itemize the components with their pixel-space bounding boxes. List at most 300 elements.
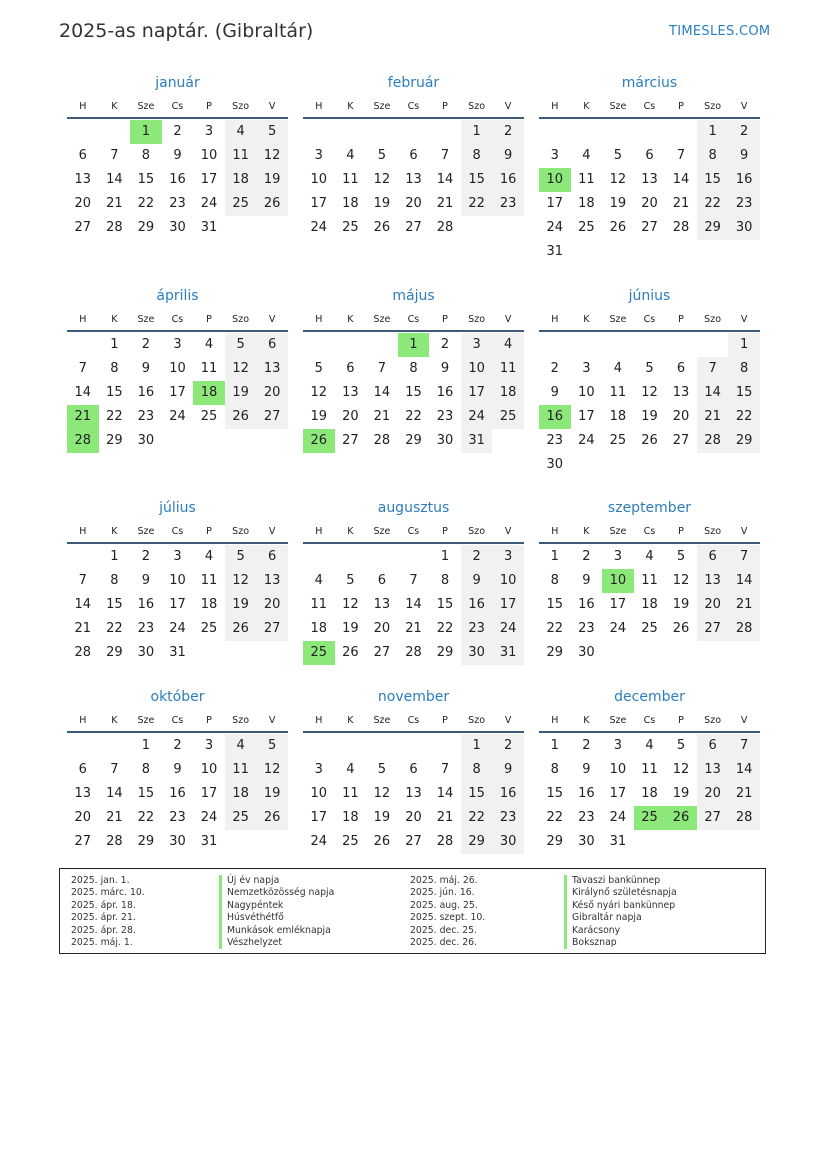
- day-cell: 22: [697, 192, 729, 216]
- day-cell: 13: [342, 385, 359, 400]
- weekday-label: P: [678, 714, 684, 726]
- day-cell: 12: [310, 385, 328, 400]
- day-cell: 24: [169, 409, 186, 424]
- empty-day-cell: [335, 333, 367, 357]
- day-cell: 20: [697, 782, 729, 806]
- weekday-label: H: [315, 313, 323, 325]
- weekday-label: Sze: [137, 714, 155, 726]
- day-cell: 10: [169, 361, 186, 376]
- weekday-label: H: [315, 714, 323, 726]
- legend-names-right: [564, 875, 677, 949]
- day-cell: 18: [609, 409, 627, 424]
- holiday-date: 2025. ápr. 28.: [71, 924, 136, 936]
- day-cell: 8: [697, 144, 729, 168]
- day-cell: 26: [256, 192, 288, 216]
- day-cell: 22: [461, 806, 493, 830]
- weekday-header: [539, 95, 760, 119]
- weekday-label: K: [347, 525, 354, 537]
- day-cell: 30: [461, 641, 493, 665]
- weekday-label: Sze: [609, 313, 627, 325]
- empty-day-cell: [602, 240, 634, 264]
- day-cell: 21: [436, 196, 454, 211]
- day-cell: 25: [200, 621, 218, 636]
- weekday-label: H: [551, 714, 559, 726]
- day-cell: 8: [461, 758, 493, 782]
- day-cell: 24: [578, 433, 595, 448]
- day-cell: 27: [697, 806, 729, 830]
- month-name: február: [387, 75, 440, 91]
- empty-day-cell: [571, 453, 603, 477]
- week-row: [67, 830, 288, 854]
- day-cell: 27: [373, 645, 391, 660]
- empty-day-cell: [697, 240, 729, 264]
- day-cell: 8: [550, 762, 559, 777]
- month-6: [539, 286, 760, 477]
- empty-day-cell: [728, 830, 760, 854]
- day-cell: 7: [110, 762, 119, 777]
- week-row: [303, 758, 524, 782]
- day-cell: 25: [225, 806, 257, 830]
- empty-day-cell: [67, 120, 99, 144]
- day-cell: 31: [609, 834, 627, 849]
- weekday-header: [539, 709, 760, 733]
- day-cell: 24: [609, 621, 627, 636]
- day-cell: 5: [256, 120, 288, 144]
- day-cell: 31: [492, 641, 524, 665]
- day-cell: 10: [578, 385, 595, 400]
- day-cell: 29: [461, 830, 493, 854]
- day-cell: 10: [609, 762, 627, 777]
- empty-day-cell: [398, 545, 430, 569]
- empty-day-cell: [335, 734, 367, 758]
- day-cell: 2: [141, 337, 151, 352]
- day-cell: 26: [225, 405, 257, 429]
- day-cell: 18: [200, 597, 218, 612]
- holiday-name: Új év napja: [219, 875, 334, 887]
- day-cell: 21: [106, 810, 123, 825]
- day-cell: 4: [645, 738, 654, 753]
- day-cell: 12: [342, 597, 359, 612]
- empty-day-cell: [665, 641, 697, 665]
- day-cell: 6: [256, 333, 288, 357]
- day-cell: 19: [373, 196, 391, 211]
- week-row: [539, 641, 760, 665]
- week-row: [67, 429, 288, 453]
- weekday-label: H: [79, 313, 87, 325]
- day-cell: 9: [728, 144, 760, 168]
- weekday-label: Szo: [704, 714, 722, 726]
- day-cell: 18: [578, 196, 595, 211]
- day-cell: 3: [550, 148, 559, 163]
- week-row: [67, 357, 288, 381]
- empty-day-cell: [256, 216, 288, 240]
- day-cell: 28: [74, 645, 92, 660]
- week-row: [539, 734, 760, 758]
- day-cell: 19: [310, 409, 328, 424]
- day-cell: 17: [609, 786, 627, 801]
- day-cell: 23: [492, 806, 524, 830]
- day-cell: 14: [436, 786, 454, 801]
- day-cell: 5: [676, 549, 686, 564]
- day-cell: 23: [137, 621, 155, 636]
- day-cell: 12: [373, 172, 391, 187]
- empty-day-cell: [571, 120, 603, 144]
- empty-day-cell: [225, 429, 257, 453]
- week-row: [303, 333, 524, 357]
- day-cell: 18: [342, 810, 359, 825]
- day-cell: 18: [641, 597, 658, 612]
- empty-day-cell: [67, 734, 99, 758]
- day-cell: 24: [200, 810, 218, 825]
- day-cell: 14: [405, 597, 422, 612]
- day-cell: 2: [728, 120, 760, 144]
- weekday-label: P: [442, 313, 448, 325]
- day-cell: 26: [373, 834, 391, 849]
- empty-day-cell: [461, 216, 493, 240]
- empty-day-cell: [665, 453, 697, 477]
- weekday-label: P: [206, 525, 212, 537]
- day-cell: 17: [310, 196, 328, 211]
- week-row: [67, 734, 288, 758]
- weekday-header: [67, 709, 288, 733]
- empty-day-cell: [162, 429, 194, 453]
- day-cell: 1: [728, 333, 760, 357]
- day-cell: 14: [436, 172, 454, 187]
- holiday-name: Tavaszi bankünnep: [564, 875, 677, 887]
- day-cell: 28: [405, 645, 422, 660]
- day-cell: 30: [728, 216, 760, 240]
- day-cell: 1: [550, 549, 559, 564]
- day-cell: 15: [697, 168, 729, 192]
- day-cell: 11: [310, 597, 328, 612]
- day-cell: 1: [697, 120, 729, 144]
- day-cell: 22: [546, 621, 564, 636]
- brand-link[interactable]: TIMESLES.COM: [669, 24, 771, 39]
- week-row: [539, 593, 760, 617]
- empty-day-cell: [335, 545, 367, 569]
- day-cell: 29: [137, 220, 155, 235]
- holiday-day-cell: 26: [303, 429, 335, 453]
- day-cell: 26: [225, 617, 257, 641]
- day-cell: 6: [645, 148, 654, 163]
- day-cell: 25: [200, 409, 218, 424]
- day-cell: 24: [609, 810, 627, 825]
- day-cell: 21: [728, 593, 760, 617]
- day-cell: 28: [436, 220, 454, 235]
- day-cell: 8: [141, 762, 151, 777]
- day-cell: 16: [461, 593, 493, 617]
- month-1: [67, 73, 288, 240]
- weekday-label: Sze: [373, 313, 391, 325]
- day-cell: 4: [492, 333, 524, 357]
- day-cell: 30: [578, 645, 595, 660]
- day-cell: 13: [697, 569, 729, 593]
- day-cell: 7: [409, 573, 418, 588]
- day-cell: 10: [200, 762, 218, 777]
- empty-day-cell: [697, 830, 729, 854]
- week-row: [67, 216, 288, 240]
- day-cell: 9: [440, 361, 450, 376]
- week-row: [67, 545, 288, 569]
- month-name: április: [156, 288, 199, 304]
- day-cell: 12: [672, 762, 690, 777]
- day-cell: 19: [225, 593, 257, 617]
- day-cell: 18: [641, 786, 658, 801]
- day-cell: 22: [137, 196, 155, 211]
- weekday-header: [67, 95, 288, 119]
- day-cell: 29: [137, 834, 155, 849]
- weekday-label: Sze: [373, 714, 391, 726]
- week-row: [67, 569, 288, 593]
- day-cell: 3: [173, 549, 182, 564]
- empty-day-cell: [665, 830, 697, 854]
- day-cell: 4: [225, 734, 257, 758]
- day-cell: 30: [546, 457, 564, 472]
- day-cell: 11: [225, 144, 257, 168]
- day-cell: 3: [492, 545, 524, 569]
- empty-day-cell: [225, 830, 257, 854]
- month-9: [539, 498, 760, 665]
- weekday-label: Sze: [373, 100, 391, 112]
- day-cell: 24: [546, 220, 564, 235]
- week-row: [303, 168, 524, 192]
- week-row: [67, 120, 288, 144]
- weekday-label: Szo: [704, 525, 722, 537]
- weekday-label: V: [740, 313, 748, 325]
- day-cell: 27: [342, 433, 359, 448]
- week-row: [303, 593, 524, 617]
- week-row: [303, 617, 524, 641]
- day-cell: 5: [613, 148, 623, 163]
- day-cell: 29: [405, 433, 422, 448]
- day-cell: 14: [728, 758, 760, 782]
- day-cell: 1: [550, 738, 559, 753]
- day-cell: 5: [377, 762, 387, 777]
- day-cell: 28: [373, 433, 391, 448]
- day-cell: 27: [405, 834, 422, 849]
- day-cell: 26: [373, 220, 391, 235]
- day-cell: 17: [546, 196, 564, 211]
- day-cell: 31: [461, 429, 493, 453]
- week-row: [539, 405, 760, 429]
- empty-day-cell: [539, 333, 571, 357]
- day-cell: 26: [342, 645, 359, 660]
- holiday-day-cell: 16: [539, 405, 571, 429]
- day-cell: 12: [256, 758, 288, 782]
- week-row: [539, 758, 760, 782]
- holiday-date: 2025. ápr. 21.: [71, 912, 136, 924]
- weekday-label: Szo: [468, 313, 486, 325]
- day-cell: 19: [373, 810, 391, 825]
- empty-day-cell: [665, 333, 697, 357]
- day-cell: 8: [728, 357, 760, 381]
- day-cell: 7: [440, 762, 450, 777]
- day-cell: 16: [137, 597, 155, 612]
- weekday-label: Cs: [407, 525, 420, 537]
- day-cell: 24: [492, 617, 524, 641]
- holiday-name: Királynő születésnapja: [564, 887, 677, 899]
- month-name: július: [159, 500, 196, 516]
- weekday-label: H: [79, 525, 87, 537]
- empty-day-cell: [634, 240, 666, 264]
- weekday-label: K: [583, 100, 590, 112]
- weekday-label: K: [347, 100, 354, 112]
- day-cell: 14: [373, 385, 391, 400]
- week-row: [539, 168, 760, 192]
- day-cell: 21: [74, 621, 92, 636]
- day-cell: 31: [200, 834, 218, 849]
- day-cell: 23: [169, 810, 186, 825]
- empty-day-cell: [602, 453, 634, 477]
- day-cell: 13: [405, 172, 422, 187]
- holiday-day-cell: 21: [67, 405, 99, 429]
- day-cell: 24: [169, 621, 186, 636]
- day-cell: 6: [346, 361, 355, 376]
- day-cell: 21: [436, 810, 454, 825]
- weekday-label: H: [551, 100, 559, 112]
- day-cell: 16: [578, 597, 595, 612]
- day-cell: 16: [492, 168, 524, 192]
- weekday-label: V: [740, 714, 748, 726]
- day-cell: 17: [200, 786, 218, 801]
- weekday-header: [303, 520, 524, 544]
- day-cell: 4: [204, 549, 214, 564]
- empty-day-cell: [225, 216, 257, 240]
- day-cell: 16: [728, 168, 760, 192]
- weekday-label: P: [442, 525, 448, 537]
- day-cell: 1: [110, 549, 119, 564]
- weekday-label: K: [583, 714, 590, 726]
- holiday-date: 2025. jún. 16.: [410, 887, 475, 899]
- month-4: [67, 286, 288, 453]
- day-cell: 28: [106, 220, 123, 235]
- day-cell: 9: [173, 148, 182, 163]
- day-cell: 27: [697, 617, 729, 641]
- empty-day-cell: [429, 120, 461, 144]
- weekday-label: Szo: [468, 714, 486, 726]
- day-cell: 6: [676, 361, 686, 376]
- day-cell: 1: [461, 734, 493, 758]
- day-cell: 28: [728, 617, 760, 641]
- day-cell: 13: [672, 385, 690, 400]
- day-cell: 12: [256, 144, 288, 168]
- legend-names-left: [219, 875, 334, 949]
- month-name: június: [628, 288, 671, 304]
- day-cell: 13: [74, 172, 92, 187]
- day-cell: 10: [169, 573, 186, 588]
- weekday-label: K: [347, 313, 354, 325]
- weekday-label: Szo: [232, 100, 250, 112]
- day-cell: 10: [310, 172, 328, 187]
- day-cell: 20: [74, 810, 92, 825]
- day-cell: 4: [346, 762, 355, 777]
- week-row: [539, 545, 760, 569]
- day-cell: 23: [546, 433, 564, 448]
- day-cell: 8: [461, 144, 493, 168]
- week-row: [303, 405, 524, 429]
- day-cell: 20: [74, 196, 92, 211]
- day-cell: 24: [461, 405, 493, 429]
- day-cell: 21: [373, 409, 391, 424]
- day-cell: 14: [672, 172, 690, 187]
- day-cell: 16: [169, 172, 186, 187]
- week-row: [67, 381, 288, 405]
- day-cell: 17: [169, 597, 186, 612]
- empty-day-cell: [697, 453, 729, 477]
- day-cell: 21: [728, 782, 760, 806]
- month-3: [539, 73, 760, 264]
- week-row: [303, 429, 524, 453]
- day-cell: 11: [225, 758, 257, 782]
- day-cell: 11: [200, 573, 218, 588]
- month-2: [303, 73, 524, 240]
- empty-day-cell: [256, 429, 288, 453]
- weekday-label: K: [111, 525, 118, 537]
- empty-day-cell: [492, 216, 524, 240]
- day-cell: 6: [409, 148, 418, 163]
- weekday-label: Cs: [407, 714, 420, 726]
- day-cell: 1: [110, 337, 119, 352]
- day-cell: 7: [728, 545, 760, 569]
- day-cell: 26: [641, 433, 658, 448]
- day-cell: 2: [492, 120, 524, 144]
- holiday-day-cell: 18: [193, 381, 225, 405]
- day-cell: 12: [641, 385, 658, 400]
- day-cell: 2: [492, 734, 524, 758]
- empty-day-cell: [335, 120, 367, 144]
- day-cell: 14: [74, 597, 92, 612]
- week-row: [67, 333, 288, 357]
- day-cell: 23: [492, 192, 524, 216]
- weekday-label: P: [442, 714, 448, 726]
- empty-day-cell: [67, 545, 99, 569]
- legend-dates-right: [410, 875, 485, 949]
- day-cell: 12: [225, 569, 257, 593]
- day-cell: 6: [78, 762, 87, 777]
- weekday-header: [539, 308, 760, 332]
- weekday-label: H: [551, 313, 559, 325]
- day-cell: 24: [200, 196, 218, 211]
- day-cell: 13: [256, 357, 288, 381]
- weekday-label: Cs: [643, 525, 656, 537]
- month-name: augusztus: [377, 500, 450, 516]
- day-cell: 9: [141, 361, 151, 376]
- week-row: [67, 758, 288, 782]
- weekday-label: Szo: [232, 525, 250, 537]
- empty-day-cell: [728, 240, 760, 264]
- day-cell: 19: [672, 597, 690, 612]
- day-cell: 30: [137, 433, 155, 448]
- week-row: [303, 381, 524, 405]
- day-cell: 8: [110, 361, 119, 376]
- day-cell: 3: [314, 762, 323, 777]
- holiday-name: Munkások emléknapja: [219, 925, 334, 937]
- page-title: 2025-as naptár. (Gibraltár): [59, 20, 314, 42]
- day-cell: 3: [582, 361, 591, 376]
- day-cell: 16: [436, 385, 454, 400]
- weekday-label: V: [268, 714, 276, 726]
- day-cell: 19: [609, 196, 627, 211]
- day-cell: 21: [106, 196, 123, 211]
- weekday-label: Cs: [643, 714, 656, 726]
- day-cell: 5: [225, 545, 257, 569]
- day-cell: 11: [609, 385, 627, 400]
- month-11: [303, 687, 524, 854]
- day-cell: 11: [492, 357, 524, 381]
- day-cell: 30: [169, 834, 186, 849]
- day-cell: 15: [137, 786, 155, 801]
- weekday-header: [539, 520, 760, 544]
